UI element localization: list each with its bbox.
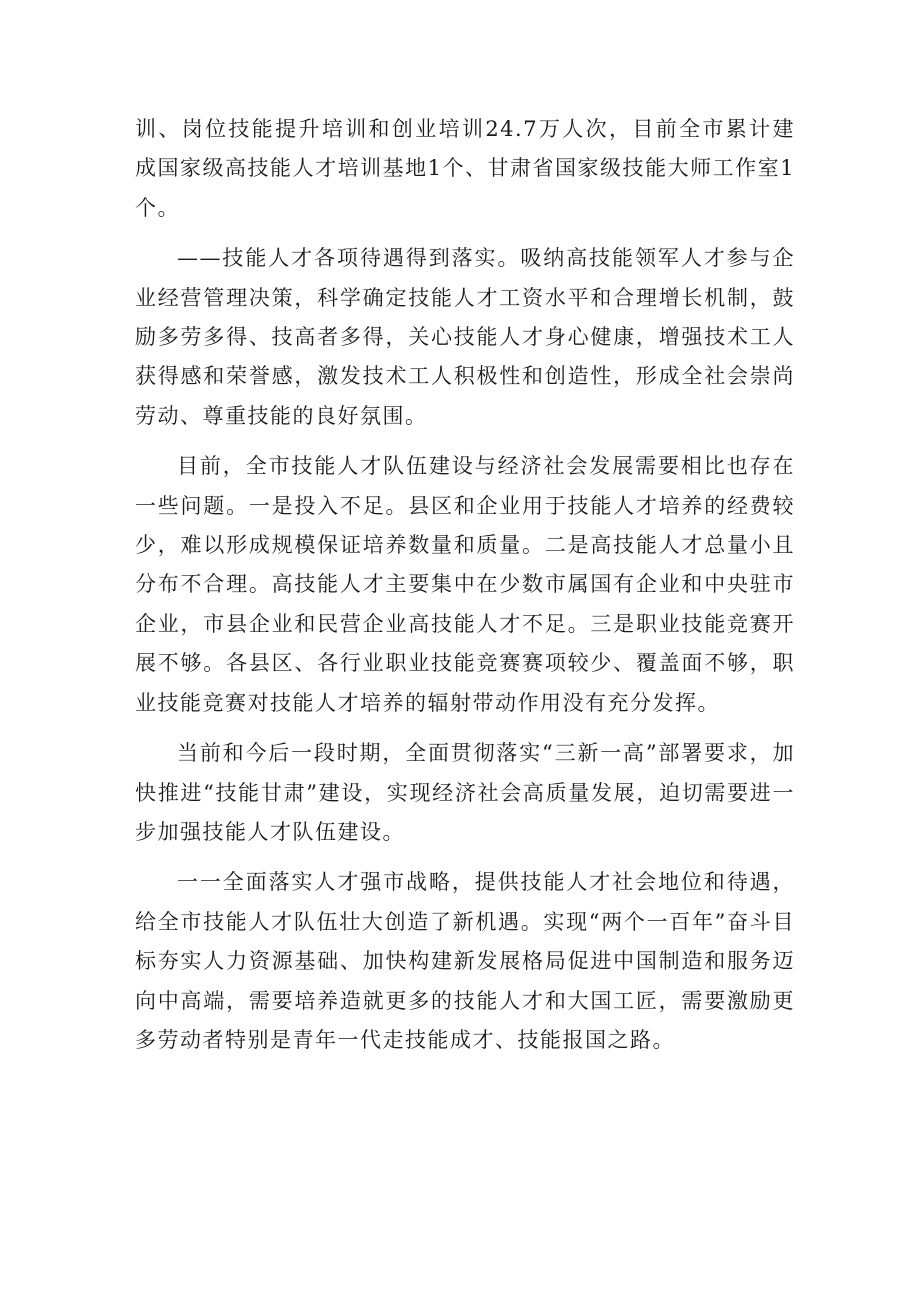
paragraph-problems: 目前，全市技能人才队伍建设与经济社会发展需要相比也存在一些问题。一是投入不足。县区和企业用于技能人才培养的经费较少，难以形成规模保证培养数量和质量。二是高技能人才总量小且分布不合理。高技能人才主要集中在少数市属国有企业和中央驻市企业，市县企业和民营企业高技能人才不足。三是职业技能竞赛开展不够。各县区、各行业职业技能竞赛赛项较少、覆盖面不够，职业技能竞赛对技能人才培养的辐射带动作用没有充分发挥。	[135, 454, 795, 715]
document-body	[135, 110, 795, 1071]
paragraph-current-period: 当前和今后一段时期，全面贯彻落实“三新一高”部署要求，加快推进“技能甘肃”建设，实现经济社会高质量发展，迫切需要进一步加强技能人才队伍建设。	[135, 741, 795, 844]
paragraph-continuation: 训、岗位技能提升培训和创业培训24.7万人次，目前全市累计建成国家级高技能人才培训基地1个、甘肃省国家级技能大师工作室1个。	[135, 117, 795, 220]
paragraph-talent-strategy: 一一全面落实人才强市战略，提供技能人才社会地位和待遇，给全市技能人才队伍壮大创造了新机遇。实现“两个一百年”奋斗目标夯实人力资源基础、加快构建新发展格局促进中国制造和服务迈向中高端，需要培养造就更多的技能人才和大国工匠，需要激励更多劳动者特别是青年一代走技能成才、技能报国之路。	[135, 870, 795, 1052]
paragraph-benefits: ——技能人才各项待遇得到落实。吸纳高技能领军人才参与企业经营管理决策，科学确定技能人才工资水平和合理增长机制，鼓励多劳多得、技高者多得，关心技能人才身心健康，增强技术工人获得感和荣誉感，激发技术工人积极性和创造性，形成全社会崇尚劳动、尊重技能的良好氛围。	[135, 246, 795, 428]
